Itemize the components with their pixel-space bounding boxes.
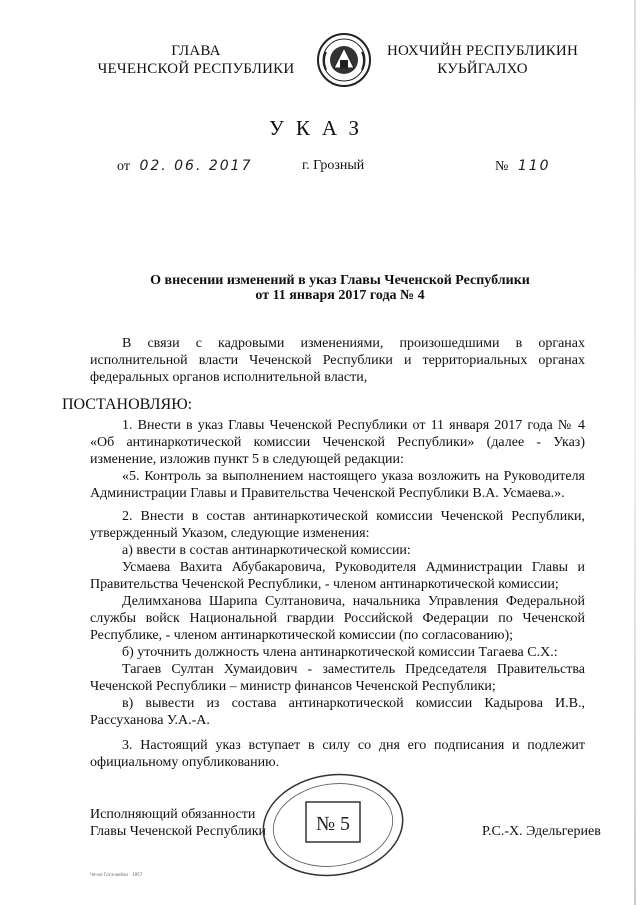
- footer-print: Чечня Госзнакбан - 1957: [90, 872, 143, 877]
- decree-word: ПОСТАНОВЛЯЮ:: [62, 396, 193, 413]
- stamp-number: № 5: [315, 813, 351, 835]
- paragraph-3: 3. Настоящий указ вступает в силу со дня его подписания и подлежит официальному опубликованию.: [90, 738, 585, 770]
- header-right-line1: НОХЧИЙН РЕСПУБЛИКИН: [387, 43, 578, 59]
- header-left-line2: ЧЕЧЕНСКОЙ РЕСПУБЛИКИ: [97, 61, 295, 77]
- decree-section: [62, 393, 585, 771]
- paragraph-2b: б) уточнить должность члена антинаркотической комиссии Тагаева С.Х.:: [122, 645, 558, 660]
- subject: [60, 273, 620, 303]
- intro-paragraph: [90, 335, 585, 386]
- coat-of-arms-icon: [316, 30, 372, 90]
- header-right: [380, 42, 585, 78]
- paragraph-2a: а) ввести в состав антинаркотической комиссии:: [122, 543, 411, 558]
- paragraph-2b-item1: Тагаев Султан Хумаидович - заместитель Председателя Правительства Чеченской Республики – министр финансов Чеченской Республики;: [90, 662, 585, 694]
- paragraph-2a-item2: Делимханова Шарипа Султановича, начальника Управления Федеральной службы войск Национальной гвардии Российской Федерации по Чеченской Республике, - членом антинаркотической комиссии (по согласованию);: [90, 594, 585, 643]
- signature-role-line2: Главы Чеченской Республики: [90, 824, 266, 839]
- subject-line1: О внесении изменений в указ Главы Чеченской Республики: [150, 273, 530, 288]
- number-value: 110: [517, 158, 551, 174]
- date-line: [117, 158, 253, 175]
- paragraph-2a-item1: Усмаева Вахита Абубакаровича, Руководителя Администрации Главы и Правительства Чеченской Республики, - членом антинаркотической комиссии;: [90, 560, 585, 592]
- paragraph-2: 2. Внести в состав антинаркотической комиссии Чеченской Республики, утвержденный Указом, следующие изменения:: [90, 509, 585, 541]
- date-prefix: от: [117, 159, 130, 174]
- number-line: [495, 158, 551, 175]
- number-prefix: №: [495, 159, 509, 174]
- paragraph-2c: в) вывести из состава антинаркотической комиссии Кадырова И.В., Рассуханова У.А.-А.: [90, 696, 585, 728]
- header-left: [96, 42, 296, 78]
- paragraph-1: 1. Внести в указ Главы Чеченской Республики от 11 января 2017 года № 4 «Об антинаркотической комиссии Чеченской Республики» (далее - Указ) изменение, изложив пункт 5 в следующей редакции:: [90, 418, 585, 467]
- header-right-line2: КУЬЙГАЛХО: [437, 61, 528, 77]
- signature-role: [90, 806, 266, 840]
- date-value: 02. 06. 2017: [139, 158, 253, 174]
- intro-text: В связи с кадровыми изменениями, произошедшими в органах исполнительной власти Чеченской Республики и территориальных органах федеральных органов исполнительной власти,: [90, 336, 585, 385]
- signature-role-line1: Исполняющий обязанности: [90, 807, 256, 822]
- header-left-line1: ГЛАВА: [171, 43, 221, 59]
- subject-line2: от 11 января 2017 года № 4: [255, 288, 425, 303]
- paragraph-1-quote: «5. Контроль за выполнением настоящего указа возложить на Руководителя Администрации Главы и Правительства Чеченской Республики В.А. Усмаева.».: [90, 469, 585, 501]
- document-title: УКАЗ: [268, 116, 372, 140]
- scan-edge: [634, 0, 636, 905]
- city: г. Грозный: [302, 158, 365, 173]
- signature-name: Р.С.-Х. Эдельгериев: [482, 824, 601, 839]
- official-stamp: [258, 770, 408, 880]
